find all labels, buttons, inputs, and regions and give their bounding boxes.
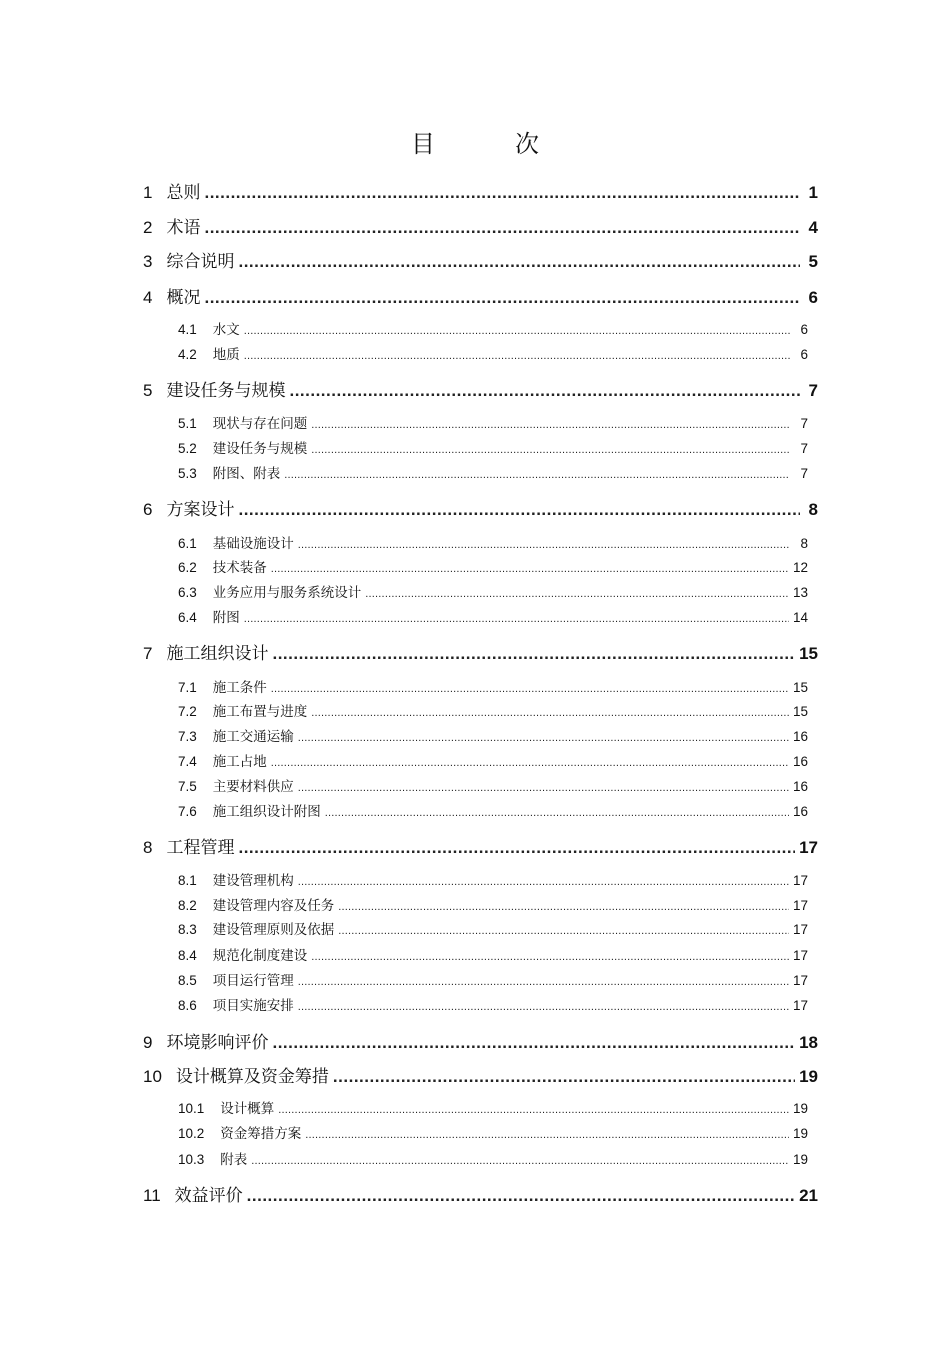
toc-dot-leader [272,1033,795,1053]
toc-dot-leader [298,732,789,744]
toc-dot-leader [305,1129,789,1141]
toc-entry-title: 施工组织设计附图 [212,804,321,820]
toc-entry-number: 11 [143,1186,161,1205]
toc-entry-title: 附图 [212,610,240,626]
toc-entry-page-number: 16 [792,729,808,744]
toc-entry-page-number: 13 [792,585,808,600]
toc-entry-number: 7.3 [178,729,197,744]
toc-chapter-entry[interactable] [143,247,818,272]
toc-entry-number: 8.4 [178,948,197,963]
toc-dot-leader [244,325,790,337]
toc-entry-number: 10.1 [178,1101,205,1116]
toc-chapter-entry[interactable] [143,1181,818,1206]
toc-entry-number: 4 [143,288,153,307]
toc-entry-page-number: 17 [792,922,808,937]
toc-entry-page-number: 16 [792,754,808,769]
toc-entry-number: 4.2 [178,347,197,362]
toc-dot-leader [365,588,789,600]
toc-entry-page-number: 4 [808,218,818,237]
toc-entry-title: 规范化制度建设 [212,948,308,964]
toc-dot-leader [338,901,789,913]
toc-entry-number: 8.6 [178,998,197,1013]
toc-section-entry[interactable] [178,676,808,696]
toc-entry-title: 施工布置与进度 [212,704,308,720]
toc-dot-leader [204,218,800,238]
toc-dot-leader [204,288,800,308]
toc-section-entry[interactable] [178,750,808,770]
toc-entry-number: 1 [143,183,153,202]
toc-section-entry[interactable] [178,869,808,889]
toc-entry-page-number: 19 [792,1152,808,1167]
toc-entry-page-number: 16 [792,779,808,794]
toc-dot-leader [298,1001,789,1013]
toc-entry-number: 2 [143,218,153,237]
toc-section-entry[interactable] [178,1097,808,1117]
toc-entry-title: 设计概算 [220,1101,275,1117]
toc-entry-title: 项目实施安排 [212,998,294,1014]
toc-section-entry[interactable] [178,944,808,964]
toc-entry-title: 项目运行管理 [212,973,294,989]
toc-dot-leader [271,563,789,575]
toc-entry-title: 施工占地 [212,754,267,770]
toc-entry-page-number: 6 [808,288,818,307]
toc-section-entry[interactable] [178,556,808,576]
toc-entry-title: 方案设计 [166,500,235,520]
toc-entry-number: 5 [143,381,153,400]
toc-entry-page-number: 15 [792,680,808,695]
toc-entry-title: 建设任务与规模 [166,381,286,401]
toc-entry-title: 总则 [166,183,201,203]
toc-dot-leader [238,838,795,858]
toc-entry-title: 技术装备 [212,560,267,576]
toc-section-entry[interactable] [178,700,808,720]
toc-chapter-entry[interactable] [143,1062,818,1087]
toc-entry-number: 8.1 [178,873,197,888]
toc-entry-title: 建设任务与规模 [212,441,308,457]
toc-entry-page-number: 16 [792,804,808,819]
toc-dot-leader [338,925,789,937]
toc-entry-page-number: 7 [800,416,808,431]
toc-dot-leader [298,876,789,888]
toc-entry-page-number: 17 [792,898,808,913]
toc-dot-leader [284,469,790,481]
toc-entry-page-number: 1 [808,183,818,202]
toc-dot-leader [325,807,789,819]
toc-section-entry[interactable] [178,606,808,626]
toc-dot-leader [298,539,790,551]
toc-entry-title: 主要材料供应 [212,779,294,795]
toc-section-entry[interactable] [178,1122,808,1142]
toc-section-entry[interactable] [178,969,808,989]
toc-dot-leader [333,1067,795,1087]
toc-entry-title: 水文 [212,322,240,338]
toc-entry-title: 资金筹措方案 [220,1126,302,1142]
toc-chapter-entry[interactable] [143,178,818,203]
toc-entry-page-number: 17 [792,998,808,1013]
toc-entry-page-number: 17 [792,973,808,988]
toc-entry-number: 8.3 [178,922,197,937]
toc-entry-number: 8.2 [178,898,197,913]
toc-dot-leader [298,782,789,794]
toc-entry-page-number: 19 [792,1101,808,1116]
toc-entry-number: 7.5 [178,779,197,794]
toc-entry-number: 6.2 [178,560,197,575]
toc-section-entry[interactable] [178,437,808,457]
toc-chapter-entry[interactable] [143,639,818,664]
toc-entry-number: 5.1 [178,416,197,431]
toc-section-entry[interactable] [178,581,808,601]
toc-chapter-entry[interactable] [143,376,818,401]
toc-section-entry[interactable] [178,725,808,745]
toc-entry-title: 建设管理原则及依据 [212,922,335,938]
toc-section-entry[interactable] [178,318,808,338]
toc-entry-page-number: 8 [800,536,808,551]
toc-entry-page-number: 7 [800,441,808,456]
toc-entry-page-number: 7 [808,381,818,400]
toc-entry-title: 概况 [166,288,201,308]
toc-dot-leader [244,350,790,362]
toc-entry-number: 4.1 [178,322,197,337]
toc-entry-title: 现状与存在问题 [212,416,308,432]
toc-section-entry[interactable] [178,994,808,1014]
toc-dot-leader [311,419,790,431]
toc-entry-page-number: 5 [808,252,818,271]
toc-entry-number: 8.5 [178,973,197,988]
toc-entry-page-number: 17 [792,873,808,888]
toc-dot-leader [278,1104,789,1116]
toc-entry-title: 地质 [212,347,240,363]
toc-entry-number: 9 [143,1033,153,1052]
toc-entry-title: 施工交通运输 [212,729,294,745]
toc-dot-leader [311,951,789,963]
toc-chapter-entry[interactable] [143,283,818,308]
toc-section-entry[interactable] [178,343,808,363]
toc-dot-leader [311,707,789,719]
toc-section-entry[interactable] [178,412,808,432]
toc-entry-number: 7.2 [178,704,197,719]
toc-chapter-entry[interactable] [143,213,818,238]
toc-dot-leader [204,183,800,203]
toc-entry-title: 术语 [166,218,201,238]
toc-entry-page-number: 6 [800,347,808,362]
toc-entry-page-number: 15 [799,644,818,663]
toc-entry-title: 效益评价 [174,1186,243,1206]
toc-entry-page-number: 19 [799,1067,818,1086]
toc-entry-number: 10.2 [178,1126,205,1141]
toc-entry-number: 7.1 [178,680,197,695]
toc-entry-page-number: 12 [792,560,808,575]
toc-section-entry[interactable] [178,1148,808,1168]
toc-dot-leader [238,500,800,520]
toc-entry-number: 6.4 [178,610,197,625]
toc-entry-page-number: 17 [799,838,818,857]
toc-entry-number: 7.4 [178,754,197,769]
toc-entry-title: 业务应用与服务系统设计 [212,585,362,601]
toc-section-entry[interactable] [178,775,808,795]
toc-dot-leader [289,381,800,401]
toc-dot-leader [244,613,789,625]
toc-entry-number: 10.3 [178,1152,205,1167]
toc-entry-number: 7 [143,644,153,663]
toc-dot-leader [238,252,800,272]
toc-section-entry[interactable] [178,462,808,482]
toc-entry-number: 5.2 [178,441,197,456]
toc-dot-leader [271,757,789,769]
toc-section-entry[interactable] [178,532,808,552]
toc-entry-title: 附表 [220,1152,248,1168]
toc-dot-leader [311,444,790,456]
toc-entry-page-number: 19 [792,1126,808,1141]
toc-entry-page-number: 18 [799,1033,818,1052]
toc-entry-page-number: 15 [792,704,808,719]
toc-entry-number: 7.6 [178,804,197,819]
toc-entry-title: 建设管理内容及任务 [212,898,335,914]
toc-dot-leader [247,1186,795,1206]
toc-dot-leader [251,1155,789,1167]
toc-entry-number: 10 [143,1067,162,1086]
toc-entry-page-number: 6 [800,322,808,337]
toc-dot-leader [272,644,795,664]
toc-title: 目 次 [411,130,567,158]
toc-chapter-entry[interactable] [143,1028,818,1053]
toc-entry-number: 6 [143,500,153,519]
toc-chapter-entry[interactable] [143,495,818,520]
toc-entry-page-number: 21 [799,1186,818,1205]
toc-section-entry[interactable] [178,894,808,914]
toc-entry-title: 工程管理 [166,838,235,858]
toc-entry-title: 附图、附表 [212,466,281,482]
toc-chapter-entry[interactable] [143,833,818,858]
toc-entry-title: 综合说明 [166,252,235,272]
toc-entry-page-number: 8 [808,500,818,519]
toc-entry-page-number: 17 [792,948,808,963]
toc-entry-title: 建设管理机构 [212,873,294,889]
toc-entry-number: 3 [143,252,153,271]
toc-dot-leader [298,976,789,988]
toc-entry-number: 6.3 [178,585,197,600]
toc-entry-page-number: 14 [792,610,808,625]
toc-entry-title: 施工组织设计 [166,644,269,664]
toc-entry-title: 设计概算及资金筹措 [175,1067,329,1087]
toc-entry-number: 8 [143,838,153,857]
toc-entry-page-number: 7 [800,466,808,481]
toc-entry-number: 6.1 [178,536,197,551]
toc-entry-number: 5.3 [178,466,197,481]
toc-entry-title: 基础设施设计 [212,536,294,552]
toc-entry-title: 环境影响评价 [166,1033,269,1053]
toc-dot-leader [271,683,789,695]
toc-section-entry[interactable] [178,800,808,820]
toc-section-entry[interactable] [178,918,808,938]
toc-entry-title: 施工条件 [212,680,267,696]
